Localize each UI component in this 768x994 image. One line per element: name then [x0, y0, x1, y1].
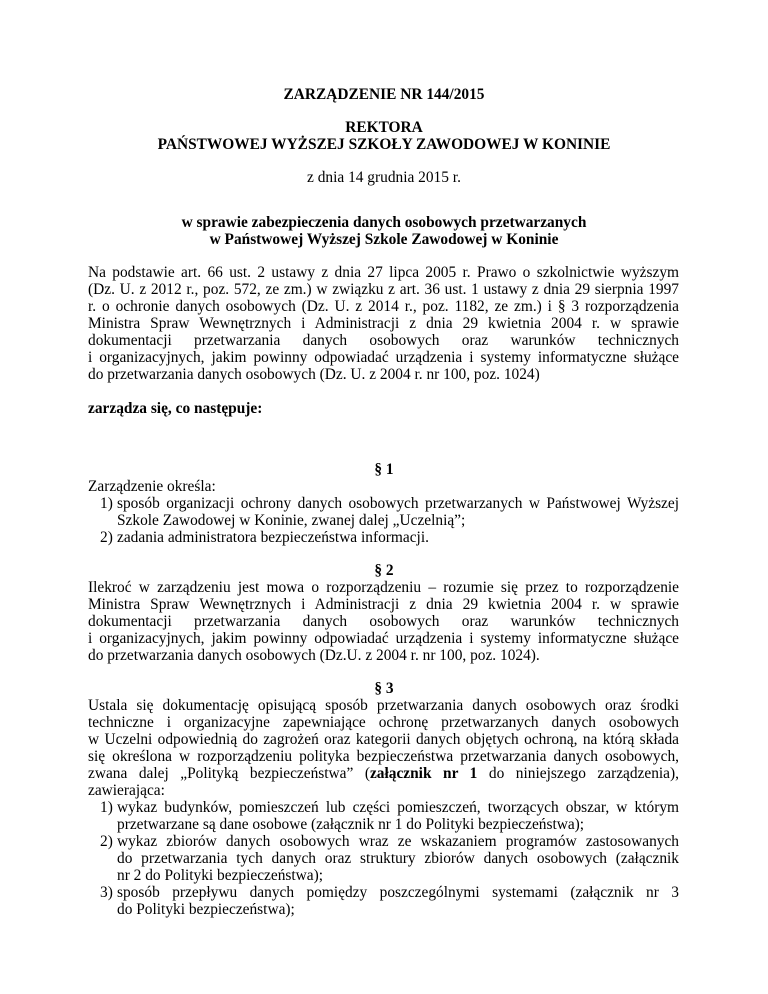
preamble-line: dokumentacji przetwarzania danych osobowych oraz warunków technicznych [88, 332, 679, 349]
section-1-body [88, 478, 679, 546]
list-item-number: 2) [100, 833, 113, 850]
list-item-line: nr 2 do Polityki bezpieczeństwa); [117, 867, 324, 884]
section-3-line: Ustala się dokumentację opisującą sposób przetwarzania danych osobowych oraz środki [88, 697, 679, 714]
list-item-line: wykaz zbiorów danych osobowych wraz ze wskazaniem programów zastosowanych [117, 833, 679, 850]
decree-phrase: zarządza się, co następuje: [88, 400, 263, 417]
list-item-line: do przetwarzania tych danych oraz struktury zbiorów danych osobowych (załącznik [117, 850, 679, 867]
list-item-line: sposób przepływu danych pomiędzy poszczególnymi systemami (załącznik nr 3 [117, 884, 679, 901]
section-3-line: w Uczelni odpowiednią do zagrożeń oraz kategorii danych objętych ochroną, na którą składa [88, 731, 679, 748]
preamble-line: Ministra Spraw Wewnętrznych i Administracji z dnia 29 kwietnia 2004 r. w sprawie [88, 315, 679, 332]
list-item-line: zadania administratora bezpieczeństwa informacji. [117, 529, 429, 546]
preamble-line: Na podstawie art. 66 ust. 2 ustawy z dnia 27 lipca 2005 r. Prawo o szkolnictwie wyższym [88, 264, 679, 281]
section-2-line: Ministra Spraw Wewnętrznych i Administracji z dnia 29 kwietnia 2004 r. w sprawie [88, 596, 679, 613]
section-3-line-5-start: zwana dalej „Polityką bezpieczeństwa” ( [88, 765, 370, 782]
list-item-line: sposób organizacji ochrony danych osobowych przetwarzanych w Państwowej Wyższej [117, 495, 679, 512]
subject-line-1: w sprawie zabezpieczenia danych osobowych przetwarzanych [181, 214, 587, 231]
list-item-number: 1) [100, 495, 113, 512]
section-3-line: zawierająca: [88, 782, 165, 799]
section-1-heading: § 1 [374, 461, 394, 478]
section-2-line: Ilekroć w zarządzeniu jest mowa o rozporządzeniu – rozumie się przez to rozporządzenie [88, 579, 679, 596]
list-item-number: 1) [100, 799, 113, 816]
section-3-line-5-end: do niniejszego zarządzenia), [477, 765, 679, 782]
list-item-number: 2) [100, 529, 113, 546]
section-2-line: dokumentacji przetwarzania danych osobowych oraz warunków technicznych [88, 613, 679, 630]
document-title: ZARZĄDZENIE NR 144/2015 [283, 86, 485, 103]
list-item-line: do Polityki bezpieczeństwa); [117, 901, 295, 918]
document-date: z dnia 14 grudnia 2015 r. [307, 169, 461, 186]
issuer-line-1: REKTORA [345, 119, 423, 136]
preamble-line: (Dz. U. z 2012 r., poz. 572, ze zm.) w związku z art. 36 ust. 1 ustawy z dnia 29 sierpnia 1997 [88, 281, 679, 298]
list-item [88, 529, 679, 546]
section-3-line [88, 765, 679, 782]
preamble-line: i organizacyjnych, jakim powinny odpowiadać urządzenia i systemy informatyczne służące [88, 349, 679, 366]
section-2-body [88, 579, 679, 664]
preamble [88, 264, 679, 383]
issuer-line-2: PAŃSTWOWEJ WYŻSZEJ SZKOŁY ZAWODOWEJ W KONINIE [157, 136, 611, 153]
preamble-line: do przetwarzania danych osobowych (Dz. U. z 2004 r. nr 100, poz. 1024) [88, 366, 540, 383]
list-item [88, 833, 679, 884]
section-3-body [88, 697, 679, 918]
list-item [88, 884, 679, 918]
section-3-line: techniczne i organizacyjne zapewniające ochronę przetwarzanych danych osobowych [88, 714, 679, 731]
section-1-intro: Zarządzenie określa: [88, 478, 216, 495]
attachment-reference: załącznik nr 1 [369, 765, 478, 782]
section-2-line: do przetwarzania danych osobowych (Dz.U. z 2004 r. nr 100, poz. 1024). [88, 647, 540, 664]
list-item-line: Szkole Zawodowej w Koninie, zwanej dalej „Uczelnią”; [117, 512, 466, 529]
list-item-line: przetwarzane są dane osobowe (załącznik nr 1 do Polityki bezpieczeństwa); [117, 816, 585, 833]
preamble-line: r. o ochronie danych osobowych (Dz. U. z 2014 r., poz. 1182, ze zm.) i § 3 rozporządzenia [88, 298, 679, 315]
section-3-line: się określona w rozporządzeniu polityka bezpieczeństwa przetwarzania danych osobowych, [88, 748, 679, 765]
list-item [88, 799, 679, 833]
list-item-line: wykaz budynków, pomieszczeń lub części pomieszczeń, tworzących obszar, w którym [117, 799, 679, 816]
list-item [88, 495, 679, 529]
section-2-heading: § 2 [374, 562, 394, 579]
list-item-number: 3) [100, 884, 113, 901]
section-2-line: i organizacyjnych, jakim powinny odpowiadać urządzenia i systemy informatyczne służące [88, 630, 679, 647]
subject-line-2: w Państwowej Wyższej Szkole Zawodowej w Koninie [209, 231, 559, 248]
section-3-heading: § 3 [374, 680, 394, 697]
